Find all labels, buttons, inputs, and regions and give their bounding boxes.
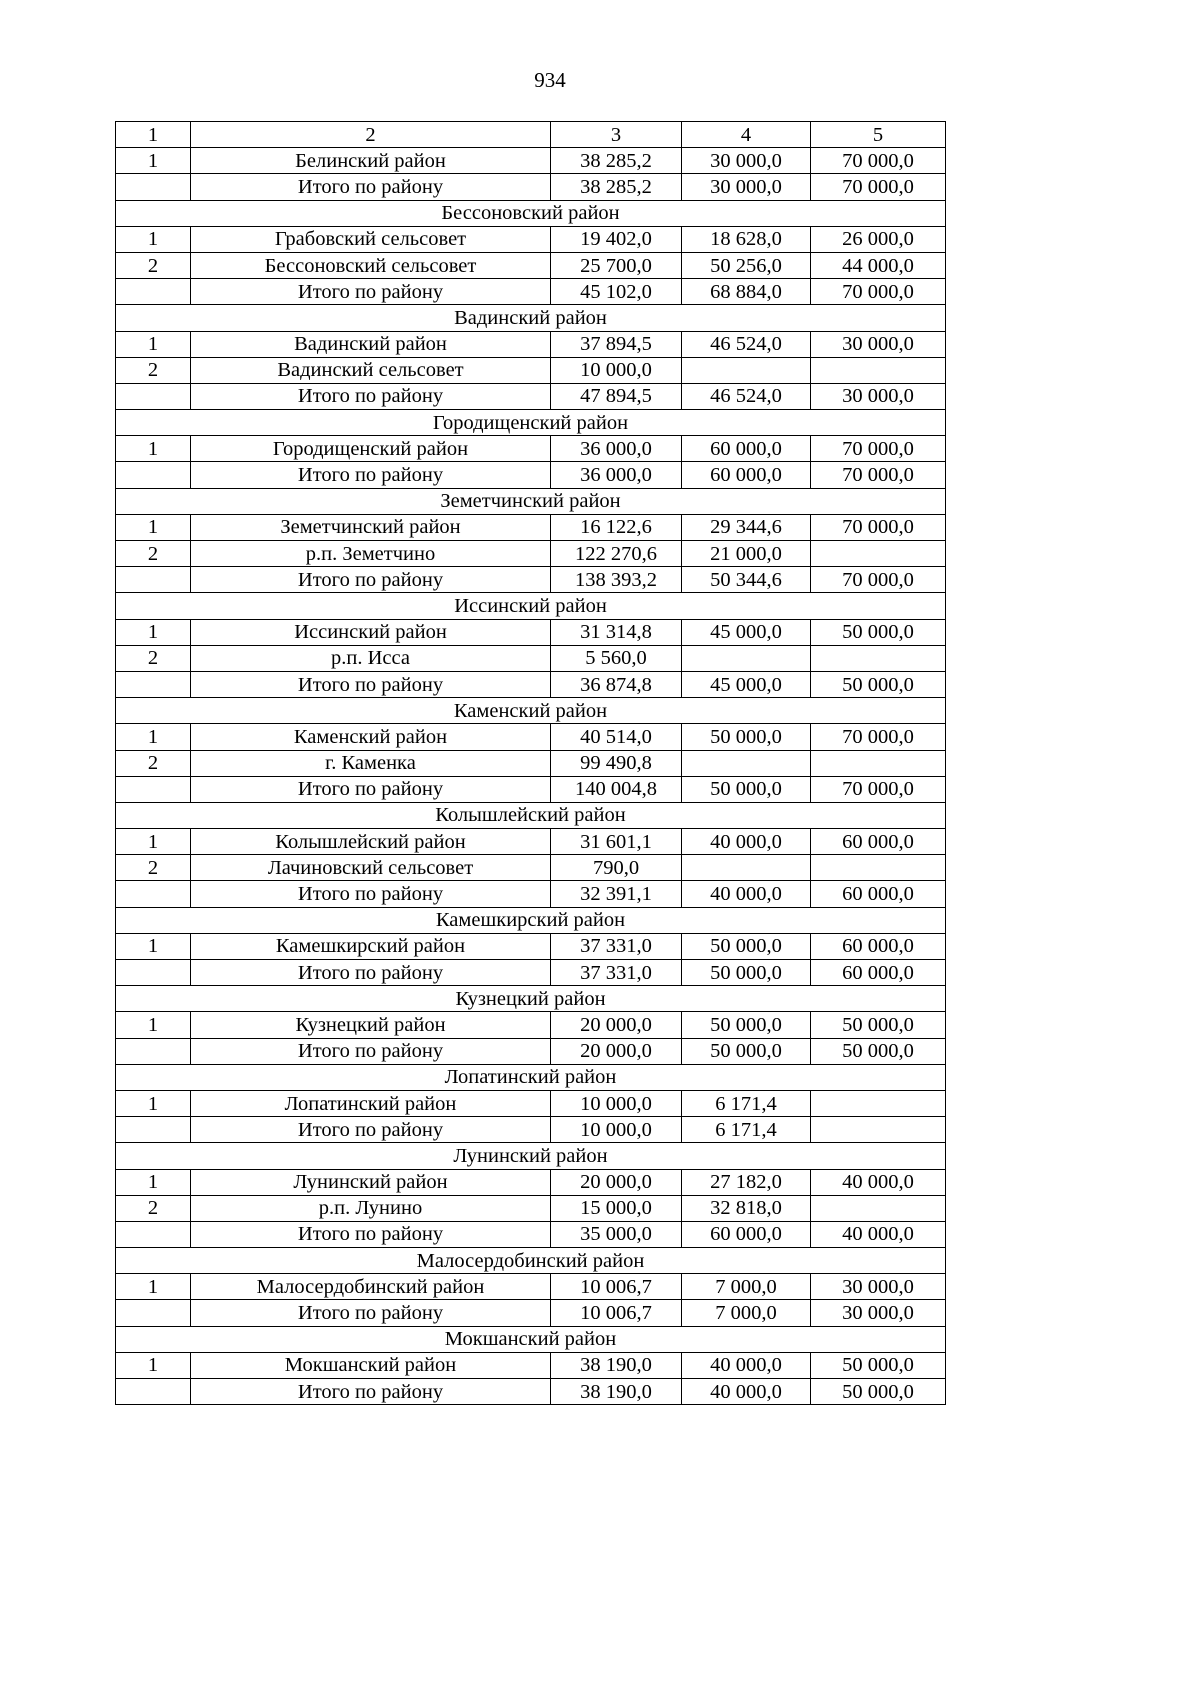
table-header-row <box>116 122 946 148</box>
value-col-3: 19 402,0 <box>551 226 682 252</box>
value-col-4: 6 171,4 <box>682 1117 811 1143</box>
value-col-5: 60 000,0 <box>811 933 946 959</box>
value-col-4: 27 182,0 <box>682 1169 811 1195</box>
row-number <box>116 383 191 409</box>
value-col-3: 140 004,8 <box>551 776 682 802</box>
value-col-5 <box>811 645 946 671</box>
row-name: р.п. Лунино <box>191 1195 551 1221</box>
value-col-4: 30 000,0 <box>682 174 811 200</box>
row-name: Городищенский район <box>191 436 551 462</box>
table-body <box>116 122 946 1405</box>
row-number: 1 <box>116 619 191 645</box>
district-total-row <box>116 776 946 802</box>
row-number <box>116 776 191 802</box>
table-row <box>116 514 946 540</box>
row-number <box>116 567 191 593</box>
value-col-4: 30 000,0 <box>682 148 811 174</box>
row-number: 2 <box>116 750 191 776</box>
table-row <box>116 436 946 462</box>
row-number <box>116 1038 191 1064</box>
row-name: Итого по району <box>191 1221 551 1247</box>
value-col-4: 45 000,0 <box>682 619 811 645</box>
value-col-3: 10 000,0 <box>551 357 682 383</box>
district-header-row <box>116 802 946 828</box>
value-col-5: 70 000,0 <box>811 279 946 305</box>
value-col-3: 38 190,0 <box>551 1352 682 1378</box>
value-col-3: 99 490,8 <box>551 750 682 776</box>
row-name: Земетчинский район <box>191 514 551 540</box>
value-col-3: 10 000,0 <box>551 1117 682 1143</box>
value-col-3: 45 102,0 <box>551 279 682 305</box>
district-name: Лунинский район <box>116 1143 946 1169</box>
budget-table <box>115 121 946 1405</box>
row-number <box>116 1117 191 1143</box>
row-name: Грабовский сельсовет <box>191 226 551 252</box>
value-col-3: 790,0 <box>551 855 682 881</box>
value-col-5: 50 000,0 <box>811 1352 946 1378</box>
value-col-4: 32 818,0 <box>682 1195 811 1221</box>
value-col-3: 38 285,2 <box>551 174 682 200</box>
value-col-4: 18 628,0 <box>682 226 811 252</box>
district-header-row <box>116 1248 946 1274</box>
row-name: р.п. Земетчино <box>191 541 551 567</box>
row-number: 1 <box>116 933 191 959</box>
value-col-5: 70 000,0 <box>811 567 946 593</box>
district-name: Камешкирский район <box>116 907 946 933</box>
district-total-row <box>116 1117 946 1143</box>
value-col-5: 30 000,0 <box>811 1300 946 1326</box>
row-name: Итого по району <box>191 960 551 986</box>
district-total-row <box>116 671 946 697</box>
table-row <box>116 357 946 383</box>
value-col-3: 31 601,1 <box>551 829 682 855</box>
row-name: Мокшанский район <box>191 1352 551 1378</box>
value-col-4: 60 000,0 <box>682 436 811 462</box>
value-col-4: 50 000,0 <box>682 776 811 802</box>
district-header-row <box>116 488 946 514</box>
value-col-4: 50 256,0 <box>682 252 811 278</box>
value-col-3: 47 894,5 <box>551 383 682 409</box>
value-col-5: 40 000,0 <box>811 1169 946 1195</box>
table-row <box>116 645 946 671</box>
value-col-4: 50 000,0 <box>682 1012 811 1038</box>
row-number <box>116 671 191 697</box>
table-row <box>116 226 946 252</box>
row-number: 2 <box>116 1195 191 1221</box>
row-name: Вадинский сельсовет <box>191 357 551 383</box>
value-col-5: 60 000,0 <box>811 960 946 986</box>
value-col-5: 50 000,0 <box>811 1379 946 1405</box>
value-col-5 <box>811 1117 946 1143</box>
row-name: Итого по району <box>191 1379 551 1405</box>
row-number: 2 <box>116 252 191 278</box>
district-header-row <box>116 907 946 933</box>
table-row <box>116 724 946 750</box>
district-name: Городищенский район <box>116 410 946 436</box>
value-col-3: 15 000,0 <box>551 1195 682 1221</box>
value-col-5: 70 000,0 <box>811 724 946 750</box>
value-col-4: 21 000,0 <box>682 541 811 567</box>
value-col-5: 26 000,0 <box>811 226 946 252</box>
row-name: Колышлейский район <box>191 829 551 855</box>
district-name: Лопатинский район <box>116 1064 946 1090</box>
value-col-4 <box>682 855 811 881</box>
value-col-4: 46 524,0 <box>682 331 811 357</box>
row-name: Итого по району <box>191 881 551 907</box>
row-number: 1 <box>116 1169 191 1195</box>
table-row <box>116 331 946 357</box>
district-total-row <box>116 174 946 200</box>
district-total-row <box>116 960 946 986</box>
value-col-3: 122 270,6 <box>551 541 682 567</box>
row-number <box>116 174 191 200</box>
district-header-row <box>116 986 946 1012</box>
district-header-row <box>116 1326 946 1352</box>
value-col-5: 44 000,0 <box>811 252 946 278</box>
district-total-row <box>116 462 946 488</box>
row-number: 2 <box>116 645 191 671</box>
row-number: 1 <box>116 514 191 540</box>
value-col-3: 20 000,0 <box>551 1012 682 1038</box>
value-col-5: 70 000,0 <box>811 148 946 174</box>
value-col-4: 40 000,0 <box>682 1352 811 1378</box>
value-col-5: 50 000,0 <box>811 619 946 645</box>
value-col-4: 60 000,0 <box>682 462 811 488</box>
row-number <box>116 279 191 305</box>
table-row <box>116 750 946 776</box>
value-col-3: 5 560,0 <box>551 645 682 671</box>
district-total-row <box>116 1379 946 1405</box>
row-number: 1 <box>116 1352 191 1378</box>
value-col-5: 30 000,0 <box>811 1274 946 1300</box>
value-col-3: 40 514,0 <box>551 724 682 750</box>
row-name: Малосердобинский район <box>191 1274 551 1300</box>
row-number: 1 <box>116 829 191 855</box>
value-col-4: 50 000,0 <box>682 1038 811 1064</box>
row-name: Вадинский район <box>191 331 551 357</box>
value-col-4: 50 000,0 <box>682 960 811 986</box>
value-col-3: 10 006,7 <box>551 1274 682 1300</box>
value-col-3: 20 000,0 <box>551 1038 682 1064</box>
value-col-4: 46 524,0 <box>682 383 811 409</box>
value-col-4: 68 884,0 <box>682 279 811 305</box>
value-col-3: 10 000,0 <box>551 1090 682 1116</box>
value-col-5: 70 000,0 <box>811 776 946 802</box>
row-name: Бессоновский сельсовет <box>191 252 551 278</box>
value-col-3: 37 894,5 <box>551 331 682 357</box>
value-col-4: 40 000,0 <box>682 1379 811 1405</box>
table-row <box>116 1352 946 1378</box>
value-col-4: 45 000,0 <box>682 671 811 697</box>
value-col-5: 70 000,0 <box>811 174 946 200</box>
value-col-5 <box>811 750 946 776</box>
row-number: 2 <box>116 541 191 567</box>
value-col-5: 40 000,0 <box>811 1221 946 1247</box>
row-number <box>116 462 191 488</box>
value-col-3: 32 391,1 <box>551 881 682 907</box>
value-col-5: 70 000,0 <box>811 514 946 540</box>
district-name: Колышлейский район <box>116 802 946 828</box>
row-number: 1 <box>116 226 191 252</box>
district-total-row <box>116 1221 946 1247</box>
row-name: Итого по району <box>191 776 551 802</box>
value-col-4: 40 000,0 <box>682 881 811 907</box>
value-col-5: 50 000,0 <box>811 1012 946 1038</box>
value-col-3: 38 285,2 <box>551 148 682 174</box>
row-number: 1 <box>116 1274 191 1300</box>
district-total-row <box>116 383 946 409</box>
district-total-row <box>116 279 946 305</box>
table-row <box>116 1274 946 1300</box>
value-col-4: 7 000,0 <box>682 1300 811 1326</box>
header-cell-2: 2 <box>191 122 551 148</box>
value-col-5 <box>811 541 946 567</box>
row-number: 1 <box>116 1090 191 1116</box>
row-number: 1 <box>116 331 191 357</box>
row-number <box>116 1300 191 1326</box>
value-col-3: 37 331,0 <box>551 933 682 959</box>
header-cell-3: 3 <box>551 122 682 148</box>
district-name: Каменский район <box>116 698 946 724</box>
value-col-5: 70 000,0 <box>811 462 946 488</box>
value-col-4: 50 000,0 <box>682 933 811 959</box>
row-number: 1 <box>116 148 191 174</box>
page-number: 934 <box>534 68 566 92</box>
table-row <box>116 933 946 959</box>
row-name: Иссинский район <box>191 619 551 645</box>
row-name: г. Каменка <box>191 750 551 776</box>
value-col-5: 60 000,0 <box>811 881 946 907</box>
district-name: Бессоновский район <box>116 200 946 226</box>
table-row <box>116 829 946 855</box>
row-name: Кузнецкий район <box>191 1012 551 1038</box>
value-col-5: 70 000,0 <box>811 436 946 462</box>
district-name: Мокшанский район <box>116 1326 946 1352</box>
value-col-3: 31 314,8 <box>551 619 682 645</box>
district-header-row <box>116 1143 946 1169</box>
value-col-5: 30 000,0 <box>811 383 946 409</box>
value-col-4: 60 000,0 <box>682 1221 811 1247</box>
header-cell-5: 5 <box>811 122 946 148</box>
value-col-3: 36 000,0 <box>551 462 682 488</box>
row-name: Итого по району <box>191 383 551 409</box>
value-col-3: 16 122,6 <box>551 514 682 540</box>
row-name: Итого по району <box>191 671 551 697</box>
district-header-row <box>116 698 946 724</box>
row-name: Каменский район <box>191 724 551 750</box>
value-col-3: 36 874,8 <box>551 671 682 697</box>
table-row <box>116 1012 946 1038</box>
value-col-4 <box>682 357 811 383</box>
table-row <box>116 855 946 881</box>
district-total-row <box>116 881 946 907</box>
value-col-5 <box>811 855 946 881</box>
row-number: 1 <box>116 724 191 750</box>
value-col-4 <box>682 645 811 671</box>
district-total-row <box>116 1038 946 1064</box>
row-name: Итого по району <box>191 1300 551 1326</box>
row-name: р.п. Исса <box>191 645 551 671</box>
value-col-3: 35 000,0 <box>551 1221 682 1247</box>
row-number: 2 <box>116 357 191 383</box>
row-number: 2 <box>116 855 191 881</box>
row-number: 1 <box>116 1012 191 1038</box>
value-col-3: 38 190,0 <box>551 1379 682 1405</box>
value-col-4: 40 000,0 <box>682 829 811 855</box>
table-row <box>116 252 946 278</box>
value-col-4 <box>682 750 811 776</box>
district-name: Малосердобинский район <box>116 1248 946 1274</box>
value-col-3: 20 000,0 <box>551 1169 682 1195</box>
row-name: Лунинский район <box>191 1169 551 1195</box>
district-name: Иссинский район <box>116 593 946 619</box>
value-col-3: 37 331,0 <box>551 960 682 986</box>
value-col-4: 7 000,0 <box>682 1274 811 1300</box>
row-number: 1 <box>116 436 191 462</box>
row-name: Лопатинский район <box>191 1090 551 1116</box>
district-header-row <box>116 593 946 619</box>
value-col-5: 30 000,0 <box>811 331 946 357</box>
district-header-row <box>116 410 946 436</box>
table-row <box>116 148 946 174</box>
table-row <box>116 541 946 567</box>
row-number <box>116 881 191 907</box>
table-row <box>116 1195 946 1221</box>
value-col-4: 29 344,6 <box>682 514 811 540</box>
value-col-3: 36 000,0 <box>551 436 682 462</box>
row-name: Итого по району <box>191 174 551 200</box>
row-name: Итого по району <box>191 1117 551 1143</box>
table-row <box>116 1090 946 1116</box>
value-col-5 <box>811 1195 946 1221</box>
row-name: Итого по району <box>191 462 551 488</box>
row-name: Камешкирский район <box>191 933 551 959</box>
district-header-row <box>116 200 946 226</box>
value-col-4: 6 171,4 <box>682 1090 811 1116</box>
row-number <box>116 960 191 986</box>
header-cell-1: 1 <box>116 122 191 148</box>
district-total-row <box>116 1300 946 1326</box>
district-header-row <box>116 1064 946 1090</box>
value-col-3: 10 006,7 <box>551 1300 682 1326</box>
row-name: Итого по району <box>191 567 551 593</box>
row-name: Белинский район <box>191 148 551 174</box>
value-col-4: 50 344,6 <box>682 567 811 593</box>
value-col-5 <box>811 357 946 383</box>
row-number <box>116 1379 191 1405</box>
value-col-5: 50 000,0 <box>811 1038 946 1064</box>
row-number <box>116 1221 191 1247</box>
row-name: Итого по району <box>191 279 551 305</box>
district-name: Кузнецкий район <box>116 986 946 1012</box>
value-col-4: 50 000,0 <box>682 724 811 750</box>
row-name: Лачиновский сельсовет <box>191 855 551 881</box>
value-col-3: 25 700,0 <box>551 252 682 278</box>
table-row <box>116 619 946 645</box>
value-col-5 <box>811 1090 946 1116</box>
value-col-3: 138 393,2 <box>551 567 682 593</box>
header-cell-4: 4 <box>682 122 811 148</box>
district-name: Вадинский район <box>116 305 946 331</box>
table-row <box>116 1169 946 1195</box>
district-name: Земетчинский район <box>116 488 946 514</box>
value-col-5: 60 000,0 <box>811 829 946 855</box>
row-name: Итого по району <box>191 1038 551 1064</box>
district-total-row <box>116 567 946 593</box>
district-header-row <box>116 305 946 331</box>
value-col-5: 50 000,0 <box>811 671 946 697</box>
